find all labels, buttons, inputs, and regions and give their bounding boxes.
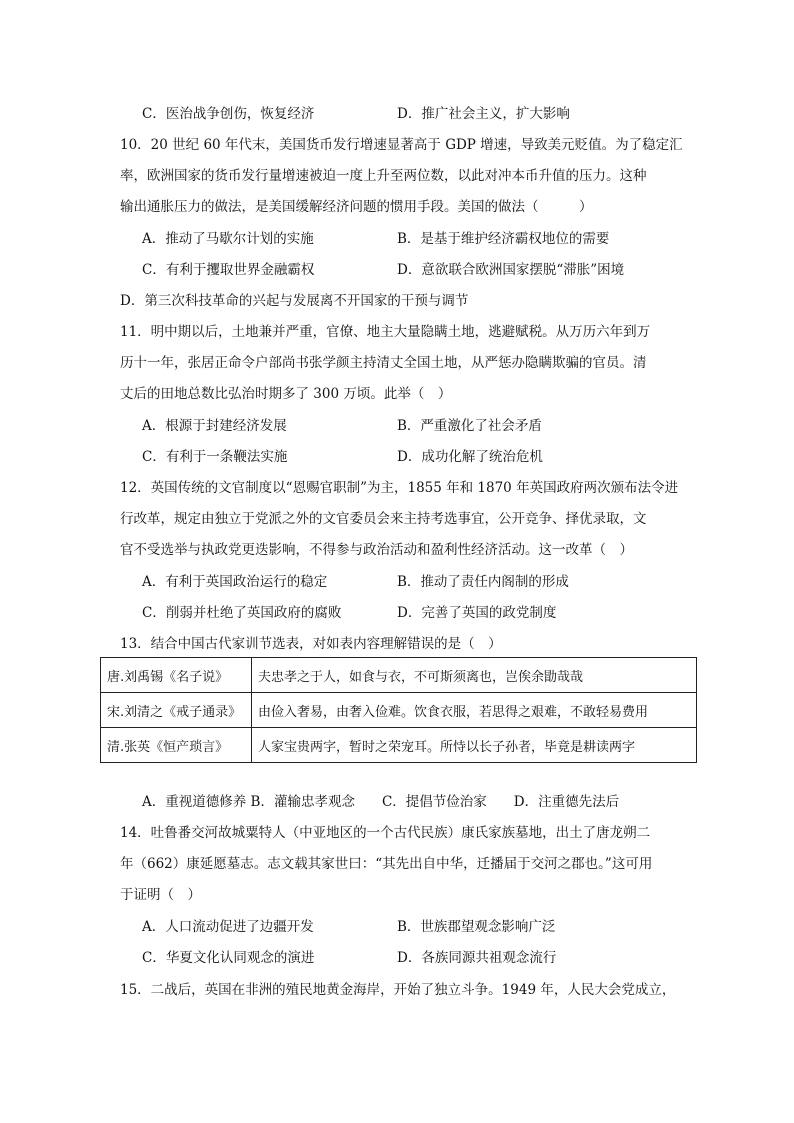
q12-option-a: A．有利于英国政治运行的稳定 xyxy=(142,574,328,590)
q10-option-a: A．推动了马歇尔计划的实施 xyxy=(142,231,314,247)
table-row xyxy=(101,658,697,693)
q10-option-c: C．有利于攫取世界金融霸权 xyxy=(142,262,315,278)
q9-option-c: C．医治战争创伤，恢复经济 xyxy=(142,106,315,122)
q12-option-d: D．完善了英国的政党制度 xyxy=(397,605,557,621)
q14-stem-line-2: 年（662）康延愿墓志。志文载其家世曰：“其先出自中华，迁播届于交河之郡也。”这可用 xyxy=(120,856,653,872)
table-cell-source: 唐.刘禹锡《名子说》 xyxy=(101,658,252,693)
q10-extra-line: D．第三次科技革命的兴起与发展离不开国家的干预与调节 xyxy=(120,293,469,309)
q11-stem-line-2: 历十一年，张居正命令户部尚书张学颜主持清丈全国土地，从严惩办隐瞒欺骗的官员。清 xyxy=(120,355,647,371)
q10-stem-line-2: 率，欧洲国家的货币发行量增速被迫一度上升至两位数，以此对冲本币升值的压力。这种 xyxy=(120,168,647,184)
q10-option-d: D．意欲联合欧洲国家摆脱“滞胀”困境 xyxy=(397,262,625,278)
q11-stem-line-3: 丈后的田地总数比弘治时期多了 300 万顷。此举（ ） xyxy=(120,386,452,402)
q10-stem-line-1: 10．20 世纪 60 年代末，美国货币发行增速显著高于 GDP 增速，导致美元贬值。为了稳定汇 xyxy=(120,137,683,153)
q12-option-c: C．削弱并杜绝了英国政府的腐败 xyxy=(142,605,342,621)
q14-option-c: C．华夏文化认同观念的演进 xyxy=(142,950,315,966)
q11-option-b: B．严重激化了社会矛盾 xyxy=(397,418,542,434)
q13-options: A．重视道德修养 B．灌输忠孝观念 C．提倡节俭治家 D．注重德先法后 xyxy=(142,794,620,810)
q14-option-a: A．人口流动促进了边疆开发 xyxy=(142,919,314,935)
table-row xyxy=(101,728,697,763)
table-cell-source: 宋.刘清之《戒子通录》 xyxy=(101,693,252,728)
q11-option-c: C．有利于一条鞭法实施 xyxy=(142,449,288,465)
q11-option-d: D．成功化解了统治危机 xyxy=(397,449,543,465)
table-cell-quote: 夫忠孝之于人，如食与衣，不可斯须离也，岂俟余勖哉哉 xyxy=(252,658,697,693)
table-cell-quote: 人家宝贵两字，暂时之荣宠耳。所恃以长子孙者，毕竟是耕读两字 xyxy=(252,728,697,763)
table-cell-source: 清.张英《恒产琐言》 xyxy=(101,728,252,763)
q9-option-d: D．推广社会主义，扩大影响 xyxy=(397,106,570,122)
q15-stem-line-1: 15．二战后，英国在非洲的殖民地黄金海岸，开始了独立斗争。1949 年，人民大会党成立， xyxy=(120,982,676,998)
q11-stem-line-1: 11．明中期以后，土地兼并严重，官僚、地主大量隐瞒土地，逃避赋税。从万历六年到万 xyxy=(120,324,651,340)
q10-option-b: B．是基于维护经济霸权地位的需要 xyxy=(397,231,610,247)
q10-stem-line-3: 输出通胀压力的做法，是美国缓解经济问题的惯用手段。美国的做法（ ） xyxy=(120,199,593,215)
q14-option-b: B．世族郡望观念影响广泛 xyxy=(397,919,556,935)
q14-stem-line-3: 于证明（ ） xyxy=(120,887,201,903)
family-precepts-table xyxy=(100,657,697,763)
q12-option-b: B．推动了责任内阁制的形成 xyxy=(397,574,569,590)
q12-stem-line-3: 官不受选举与执政党更迭影响，不得参与政治活动和盈利性经济活动。这一改革（ ） xyxy=(120,542,633,558)
q14-option-d: D．各族同源共祖观念流行 xyxy=(397,950,557,966)
q12-stem-line-1: 12．英国传统的文官制度以“恩赐官职制”为主，1855 年和 1870 年英国政府两次颁布法令进 xyxy=(120,480,679,496)
q11-option-a: A．根源于封建经济发展 xyxy=(142,418,287,434)
table-row xyxy=(101,693,697,728)
table-cell-quote: 由俭入奢易，由奢入俭难。饮食衣服，若思得之艰难，不敢轻易费用 xyxy=(252,693,697,728)
q14-stem-line-1: 14．吐鲁番交河故城粟特人（中亚地区的一个古代民族）康氏家族墓地，出土了唐龙朔二 xyxy=(120,825,651,841)
q13-stem: 13．结合中国古代家训节选表，对如表内容理解错误的是（ ） xyxy=(120,636,502,652)
q12-stem-line-2: 行改革，规定由独立于党派之外的文官委员会来主持考选事宜，公开竞争、择优录取，文 xyxy=(120,511,647,527)
